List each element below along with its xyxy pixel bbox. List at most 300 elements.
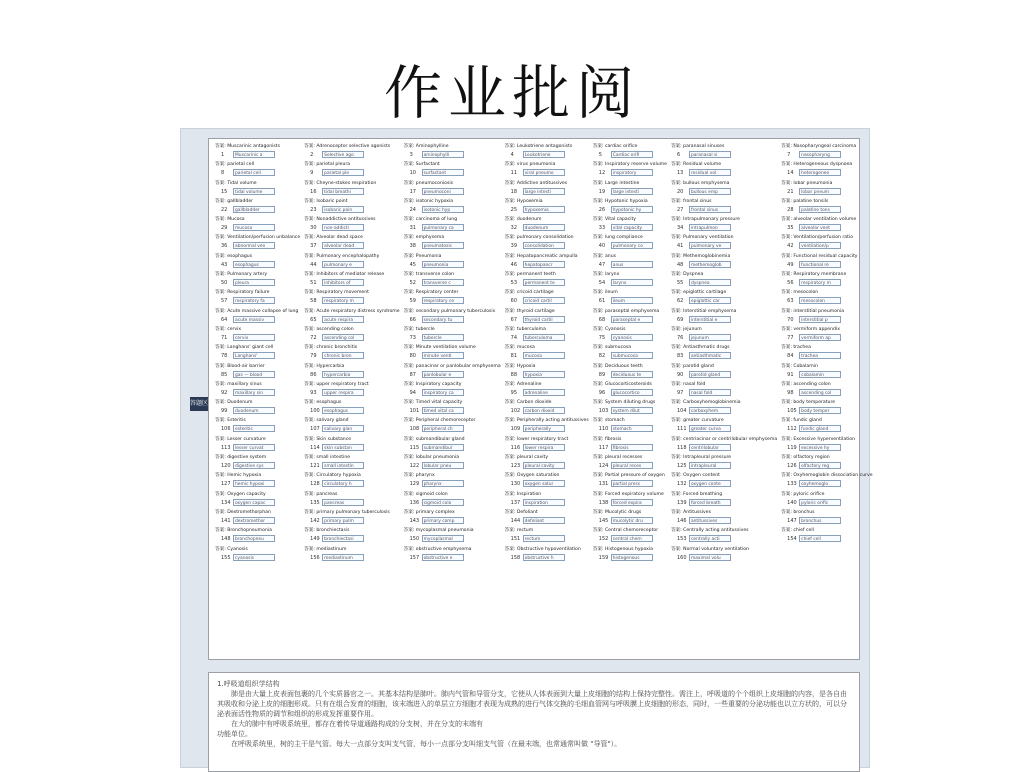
answer-input[interactable]: greater curva xyxy=(689,425,731,432)
answer-input[interactable]: acute massiv xyxy=(233,316,275,323)
item-number: 63 xyxy=(787,298,794,305)
item-number: 73 xyxy=(409,334,416,341)
answer-key-text: 答案: Bronchopneumonia xyxy=(215,528,272,534)
answer-input[interactable]: large intesti xyxy=(611,188,653,195)
answer-item xyxy=(781,472,872,490)
answer-input[interactable]: upper respira xyxy=(322,389,364,396)
answer-input[interactable]: cyanosis xyxy=(611,334,653,341)
answer-key-text: 答案: transverse colon xyxy=(403,272,455,278)
answer-item xyxy=(593,417,667,435)
answer-input[interactable]: Leukotriene xyxy=(523,151,565,158)
answer-input[interactable]: viral pneumo xyxy=(523,169,565,176)
answer-input[interactable]: lower respira xyxy=(523,444,565,451)
item-number: 118 xyxy=(676,444,687,451)
answer-input[interactable]: forced breath xyxy=(689,499,731,506)
answer-input[interactable]: non-addicti xyxy=(322,224,364,231)
answer-input[interactable]: pulmonary ca xyxy=(422,224,464,231)
answer-input[interactable]: pancreas xyxy=(322,499,364,506)
answer-key-text: 答案: Inspiratory capacity xyxy=(403,381,462,387)
item-number: 72 xyxy=(310,334,317,341)
answer-input[interactable]: skin substan xyxy=(322,444,364,451)
answer-input[interactable]: oxygen satur xyxy=(523,480,565,487)
answer-key-text: 答案: Interstitial emphysema xyxy=(670,308,737,314)
answer-input[interactable]: inspiratory xyxy=(611,169,653,176)
answer-input[interactable]: tuberculoma xyxy=(523,334,565,341)
answer-input[interactable]: chief cell xyxy=(799,535,841,542)
answer-key-text: 答案: Central chemoreceptor xyxy=(592,528,659,534)
answer-input[interactable]: nasopharyng xyxy=(799,151,841,158)
item-number: 146 xyxy=(676,517,687,524)
answer-key-text: 答案: Hypercarbia xyxy=(304,363,345,369)
answer-input[interactable]: dyspnea xyxy=(689,279,731,286)
answer-input[interactable]: peripherally xyxy=(523,425,565,432)
item-number: 103 xyxy=(598,408,609,415)
answer-input[interactable]: pneumoconi xyxy=(422,188,464,195)
answer-input[interactable]: bronchopneu xyxy=(233,535,275,542)
answer-input[interactable]: histogenous xyxy=(611,554,653,561)
answer-item xyxy=(404,472,501,490)
answer-input[interactable]: defoliant xyxy=(523,517,565,524)
item-number: 110 xyxy=(598,426,609,433)
item-number: 102 xyxy=(510,408,521,415)
answer-key-text: 答案: Addictive antitussives xyxy=(504,180,568,186)
answer-input[interactable]: centrilobular xyxy=(689,444,731,451)
item-number: 18 xyxy=(510,188,518,195)
answer-input[interactable]: inspiratory ca xyxy=(422,389,464,396)
answer-input[interactable]: mucosa xyxy=(233,224,275,231)
answer-item xyxy=(671,143,777,161)
answer-input[interactable]: oxygen capac xyxy=(233,499,275,506)
answer-key-text: 答案: cervix xyxy=(215,326,242,332)
answer-item xyxy=(304,399,399,417)
answer-input[interactable]: cobalamin xyxy=(799,371,841,378)
answer-item xyxy=(215,509,300,527)
answer-input[interactable]: pharynx xyxy=(422,480,464,487)
answer-key-text: 答案: alveolar ventilation volume xyxy=(781,217,857,223)
answer-key-text: 答案: isotonic hypoxia xyxy=(403,198,454,204)
answer-key-text: 答案: Isobaric point xyxy=(304,198,348,204)
answer-input[interactable]: sigmoid colo xyxy=(422,499,464,506)
answer-input[interactable]: secondary tu xyxy=(422,316,464,323)
answer-input[interactable]: tidal breathi xyxy=(322,188,364,195)
answer-key-text: 答案: Carboxyhemoglobinemia xyxy=(670,400,741,406)
answer-key-text: 答案: pneumoconiosis xyxy=(403,180,454,186)
answer-item xyxy=(215,491,300,509)
answer-key-text: 答案: Partial pressure of oxygen xyxy=(592,473,665,479)
item-number: 81 xyxy=(510,353,518,360)
answer-item xyxy=(781,491,872,509)
answer-item xyxy=(304,216,399,234)
answer-input[interactable]: duodenum xyxy=(233,407,275,414)
answer-input[interactable]: interstitial p xyxy=(799,316,841,323)
answer-input[interactable]: hepatopancr xyxy=(523,261,565,268)
item-number: 107 xyxy=(310,426,320,433)
answer-key-text: 答案: body temperature xyxy=(781,400,836,406)
answer-input[interactable]: intrapleural xyxy=(689,462,731,469)
answer-input[interactable]: hypoxemia xyxy=(523,206,565,213)
answer-input[interactable]: surfactant xyxy=(422,169,464,176)
answer-input[interactable]: primary pulm xyxy=(322,517,364,524)
answer-input[interactable]: digestive sys xyxy=(233,462,275,469)
answer-input[interactable]: primary comp xyxy=(422,517,464,524)
answer-input[interactable]: isotonic hyp xyxy=(422,206,464,213)
answer-input[interactable]: glucocortico xyxy=(611,389,653,396)
answer-input[interactable]: ileum xyxy=(611,297,653,304)
answer-item xyxy=(404,491,501,509)
answer-item xyxy=(781,417,872,435)
answer-input[interactable]: parietal ple xyxy=(322,169,364,176)
answer-input[interactable]: pleural reces xyxy=(611,462,653,469)
answer-item xyxy=(304,271,399,289)
answer-item xyxy=(505,363,589,381)
answer-item xyxy=(505,509,589,527)
answer-input[interactable]: thyroid cartil xyxy=(523,316,565,323)
answer-input[interactable]: system dilut xyxy=(611,407,653,414)
answer-item xyxy=(505,271,589,289)
answer-input[interactable]: duodenum xyxy=(523,224,565,231)
answer-input[interactable]: esophagus xyxy=(322,407,364,414)
answer-input[interactable]: paraseptal e xyxy=(611,316,653,323)
answer-input[interactable]: esophagus xyxy=(233,261,275,268)
item-number: 16 xyxy=(310,188,317,195)
answer-input[interactable]: adrenaline xyxy=(523,389,565,396)
answer-input[interactable]: Selective ago xyxy=(322,151,364,158)
answer-input[interactable]: hypoxia xyxy=(523,371,565,378)
answer-key-text: 答案: Intrapulmonary pressure xyxy=(670,217,740,223)
answer-input[interactable]: acute respira xyxy=(322,316,364,323)
answer-input[interactable]: vermiform ap xyxy=(799,334,841,341)
answer-input[interactable]: parotid gland xyxy=(689,371,731,378)
answer-input[interactable]: hemic hypoxi xyxy=(233,480,275,487)
answer-item xyxy=(671,417,777,435)
answer-input[interactable]: pulmonary co xyxy=(611,242,653,249)
answer-input[interactable]: hypercarbia xyxy=(322,371,364,378)
answer-input[interactable]: pleural cavity xyxy=(523,462,565,469)
answer-input[interactable]: ascending col xyxy=(322,334,364,341)
answer-item xyxy=(304,289,399,307)
item-number: 156 xyxy=(310,554,320,561)
answer-input[interactable]: Cardiac orifi xyxy=(611,151,653,158)
answer-key-text: 答案: chief cell xyxy=(781,528,814,534)
answer-input[interactable]: paranasal si xyxy=(689,151,731,158)
answer-item xyxy=(505,417,589,435)
answer-input[interactable]: mediastinum xyxy=(322,554,364,561)
answer-key-text: 答案: pleural cavity xyxy=(504,455,549,461)
answer-item xyxy=(404,546,501,564)
answer-input[interactable]: interstitial e xyxy=(689,316,731,323)
answer-item xyxy=(304,161,399,179)
answer-input[interactable]: lobular pneu xyxy=(422,462,464,469)
answer-key-text: 答案: greater curvature xyxy=(670,418,724,424)
answer-item xyxy=(404,344,501,362)
answer-key-text: 答案: Esteritis xyxy=(215,418,246,424)
item-number: 106 xyxy=(221,426,231,433)
answer-input[interactable]: obstructive h xyxy=(523,554,565,561)
answer-input[interactable]: partial press xyxy=(611,480,653,487)
answer-input[interactable]: carbon dioxid xyxy=(523,407,565,414)
answer-input[interactable]: heterogeneo xyxy=(799,169,841,176)
answer-item xyxy=(215,527,300,545)
answer-input[interactable]: palatine tons xyxy=(799,206,841,213)
answer-input[interactable]: fundic gland xyxy=(799,425,841,432)
answer-key-text: 答案: lower respiratory tract xyxy=(504,436,569,442)
answer-input[interactable]: lobar pneum xyxy=(799,188,841,195)
answer-key-text: 答案: pulmonary consolidation xyxy=(504,235,574,241)
answer-input[interactable]: intrapulmon xyxy=(689,224,731,231)
answer-input[interactable]: rectum xyxy=(523,535,565,542)
answer-item xyxy=(215,253,300,271)
answer-key-text: 答案: paranasal sinuses xyxy=(670,144,725,149)
answer-input[interactable]: body temper xyxy=(799,407,841,414)
answer-input[interactable]: tidal volume xyxy=(233,188,275,195)
answer-item xyxy=(404,454,501,472)
item-number: 19 xyxy=(598,188,606,195)
answer-input[interactable]: mucolytic dru xyxy=(611,517,653,524)
answer-key-text: 答案: sigmoid colon xyxy=(403,491,448,497)
answer-item xyxy=(781,143,872,161)
answer-key-text: 答案: nasal fold xyxy=(670,381,706,387)
item-number: 27 xyxy=(676,206,684,213)
answer-item xyxy=(671,363,777,381)
answer-input[interactable]: mesocolon xyxy=(799,297,841,304)
answer-item xyxy=(781,363,872,381)
item-number: 8 xyxy=(221,170,225,177)
answer-input[interactable]: respiratory m xyxy=(322,297,364,304)
answer-key-text: 答案: Glucocorticosteroids xyxy=(592,381,652,387)
answer-input[interactable]: pyloric orific xyxy=(799,499,841,506)
answer-input[interactable]: ascending col xyxy=(799,389,841,396)
answer-item xyxy=(593,399,667,417)
answer-input[interactable]: trachea xyxy=(799,352,841,359)
answer-item xyxy=(404,253,501,271)
answer-input[interactable]: carboxyhem xyxy=(689,407,731,414)
answer-input[interactable]: epiglottic car xyxy=(689,297,731,304)
answer-item xyxy=(671,289,777,307)
answer-key-text: 答案: Pulmonary artery xyxy=(215,272,268,278)
item-number: 112 xyxy=(787,426,797,433)
answer-input[interactable]: circulatory h xyxy=(322,480,364,487)
answer-key-text: 答案: fundic gland xyxy=(781,418,822,424)
item-number: 98 xyxy=(787,389,794,396)
answer-key-text: 答案: Forced breathing xyxy=(670,491,723,497)
answer-input[interactable]: anus xyxy=(611,261,653,268)
answer-input[interactable]: central chem xyxy=(611,535,653,542)
answer-item xyxy=(215,546,300,564)
answer-item xyxy=(215,308,300,326)
answer-item xyxy=(671,216,777,234)
answer-input[interactable]: bronchiectasi xyxy=(322,535,364,542)
answer-input[interactable]: excessive hy xyxy=(799,444,841,451)
item-number: 109 xyxy=(510,426,521,433)
answer-item xyxy=(404,399,501,417)
answer-key-text: 答案: Cyanosis xyxy=(592,326,626,332)
answer-item xyxy=(404,417,501,435)
answer-input[interactable]: mucosa xyxy=(523,352,565,359)
answer-input[interactable]: pulmonary e xyxy=(322,261,364,268)
answer-key-text: 答案: Inspiratory reserve volume xyxy=(592,162,667,168)
item-number: 90 xyxy=(676,371,684,378)
answer-input[interactable]: pneumatosis xyxy=(422,242,464,249)
answer-input[interactable]: chronic bron xyxy=(322,352,364,359)
answer-input[interactable]: lesser curvat xyxy=(233,444,275,451)
answer-input[interactable]: esteritis xyxy=(233,425,275,432)
answer-input[interactable]: respiratory fa xyxy=(233,297,275,304)
answer-key-text: 答案: tubercle xyxy=(403,326,435,332)
item-number: 64 xyxy=(221,316,228,323)
answer-input[interactable]: residual vol xyxy=(689,169,731,176)
item-number: 149 xyxy=(310,536,320,543)
answer-input[interactable]: parietal cell xyxy=(233,169,275,176)
answer-input[interactable]: submucosa xyxy=(611,352,653,359)
answer-input[interactable]: maximal volu xyxy=(689,554,731,561)
item-number: 48 xyxy=(676,261,684,268)
item-number: 117 xyxy=(598,444,609,451)
answer-input[interactable]: respiratory m xyxy=(799,279,841,286)
answer-item xyxy=(781,509,872,527)
side-tab[interactable]: 答题区 xyxy=(190,397,208,411)
answer-input[interactable]: forced expira xyxy=(611,499,653,506)
answer-input[interactable]: frontal sinus xyxy=(689,206,731,213)
answer-input[interactable]: obstructive e xyxy=(422,554,464,561)
answer-input[interactable]: alveolar vent xyxy=(799,224,841,231)
answer-item xyxy=(593,491,667,509)
answer-key-text: 答案: Histogenous hypoxia xyxy=(592,546,653,552)
answer-input[interactable]: functional re xyxy=(799,261,841,268)
answer-input[interactable]: Muscarinic a xyxy=(233,151,275,158)
answer-input[interactable]: antitussives xyxy=(689,517,731,524)
answer-input[interactable]: alveolar dead xyxy=(322,242,364,249)
answer-input[interactable]: olfactory reg xyxy=(799,462,841,469)
answer-input[interactable]: centrally acti xyxy=(689,535,731,542)
answer-key-text: 答案: Pulmonary ventilation xyxy=(670,235,734,241)
answer-input[interactable]: consolidation xyxy=(523,242,565,249)
answer-input[interactable]: minute venti xyxy=(422,352,464,359)
answer-input[interactable]: Langhans' xyxy=(233,352,275,359)
answer-key-text: 答案: Lesser curvature xyxy=(215,436,266,442)
answer-input[interactable]: panlobular e xyxy=(422,371,464,378)
item-number: 14 xyxy=(787,170,794,177)
answer-input[interactable]: permanent te xyxy=(523,279,565,286)
answer-input[interactable]: bronchus xyxy=(799,517,841,524)
answer-item xyxy=(671,271,777,289)
answer-input[interactable]: transverse c xyxy=(422,279,464,286)
answer-input[interactable]: fibrosis xyxy=(611,444,653,451)
answer-input[interactable]: mycoplasmal xyxy=(422,535,464,542)
answer-item xyxy=(304,198,399,216)
answer-item xyxy=(505,234,589,252)
answer-item xyxy=(304,381,399,399)
answer-item xyxy=(671,381,777,399)
answer-input[interactable]: peripheral ch xyxy=(422,425,464,432)
answer-input[interactable]: tubercle xyxy=(422,334,464,341)
answer-input[interactable]: gallbladder xyxy=(233,206,275,213)
answer-key-text: 答案: Cheyne-stokes respiration xyxy=(304,180,377,186)
answer-input[interactable]: hypotonic hy xyxy=(611,206,653,213)
answer-key-text: 答案: Adrenoceptor selective agonists xyxy=(304,144,391,149)
answer-input[interactable]: antiasthmatic xyxy=(689,352,731,359)
answer-key-text: 答案: lobar pneumonia xyxy=(781,180,833,186)
answer-key-text: 答案: Heterogeneous dyspnoea xyxy=(781,162,853,168)
answer-input[interactable]: stomach xyxy=(611,425,653,432)
answer-input[interactable]: salivary glan xyxy=(322,425,364,432)
answer-input[interactable]: timed vital ca xyxy=(422,407,464,414)
answer-item xyxy=(593,472,667,490)
answer-input[interactable]: methemoglob xyxy=(689,261,731,268)
answer-input[interactable]: maxillary sin xyxy=(233,389,275,396)
answer-input[interactable]: aminophylli xyxy=(422,151,464,158)
reading-paragraph: 在呼吸系统里，树的主干是气管。每大一点部分支叫支气管，每小一点部分支叫细支气管（在最末端，也常通常叫做 "导管"）。 xyxy=(231,740,622,748)
answer-input[interactable]: bullous emp xyxy=(689,188,731,195)
answer-input[interactable]: pleura xyxy=(233,279,275,286)
answer-input[interactable]: deciduous te xyxy=(611,371,653,378)
item-number: 30 xyxy=(310,225,317,232)
answer-key-text: 答案: bullous emphysema xyxy=(670,180,730,186)
item-number: 20 xyxy=(676,188,684,195)
item-number: 140 xyxy=(787,499,797,506)
answer-item xyxy=(215,344,300,362)
answer-item xyxy=(593,344,667,362)
answer-input[interactable]: pulmonary ve xyxy=(689,242,731,249)
answer-item xyxy=(593,326,667,344)
answer-input[interactable]: inspiration xyxy=(523,499,565,506)
answer-input[interactable]: larynx xyxy=(611,279,653,286)
answer-item xyxy=(304,363,399,381)
item-number: 42 xyxy=(787,243,794,250)
answer-key-text: 答案: Cobalamin xyxy=(781,363,818,369)
answer-input[interactable]: ventilation/p xyxy=(799,242,841,249)
answer-input[interactable]: pneumonia xyxy=(422,261,464,268)
answer-input[interactable]: jejunum xyxy=(689,334,731,341)
answer-input[interactable]: oxyhemoglo xyxy=(799,480,841,487)
answer-input[interactable]: gas — blood xyxy=(233,371,275,378)
item-number: 155 xyxy=(221,554,231,561)
answer-item xyxy=(505,527,589,545)
answer-input[interactable]: small intestin xyxy=(322,462,364,469)
answer-input[interactable]: inhibitors of xyxy=(322,279,364,286)
item-number: 154 xyxy=(787,536,797,543)
answer-item xyxy=(505,216,589,234)
answer-input[interactable]: vital capacity xyxy=(611,224,653,231)
item-number: 86 xyxy=(310,371,317,378)
answer-input[interactable]: dextromethor xyxy=(233,517,275,524)
answer-item xyxy=(781,381,872,399)
answer-input[interactable]: cervix xyxy=(233,334,275,341)
answer-item xyxy=(215,417,300,435)
reading-panel xyxy=(208,672,860,772)
item-number: 58 xyxy=(310,298,317,305)
answer-input[interactable]: cricoid cartil xyxy=(523,297,565,304)
item-number: 83 xyxy=(676,353,684,360)
item-number: 122 xyxy=(409,463,420,470)
answer-key-text: 答案: Peripherally acting antitussives xyxy=(504,418,589,424)
answer-key-text: 答案: ascending colon xyxy=(304,326,354,332)
item-number: 11 xyxy=(510,170,518,177)
answer-key-text: 答案: parietal pleura xyxy=(304,162,351,168)
answer-item xyxy=(304,454,399,472)
answer-input[interactable]: cyanosis xyxy=(233,554,275,561)
answer-input[interactable]: large intesti xyxy=(523,188,565,195)
answer-key-text: 答案: Hypoxia xyxy=(504,363,536,369)
item-number: 136 xyxy=(409,499,420,506)
answer-input[interactable]: abnormal ven xyxy=(233,242,275,249)
answer-input[interactable]: respiratory ce xyxy=(422,297,464,304)
answer-input[interactable]: oxygen conte xyxy=(689,480,731,487)
answer-input[interactable]: submandibul xyxy=(422,444,464,451)
answer-input[interactable]: isobaric poin xyxy=(322,206,364,213)
answer-input[interactable]: nasal fold xyxy=(689,389,731,396)
answer-key-text: 答案: bronchiectasis xyxy=(304,528,350,534)
answer-key-text: 答案: olfactory region xyxy=(781,455,830,461)
